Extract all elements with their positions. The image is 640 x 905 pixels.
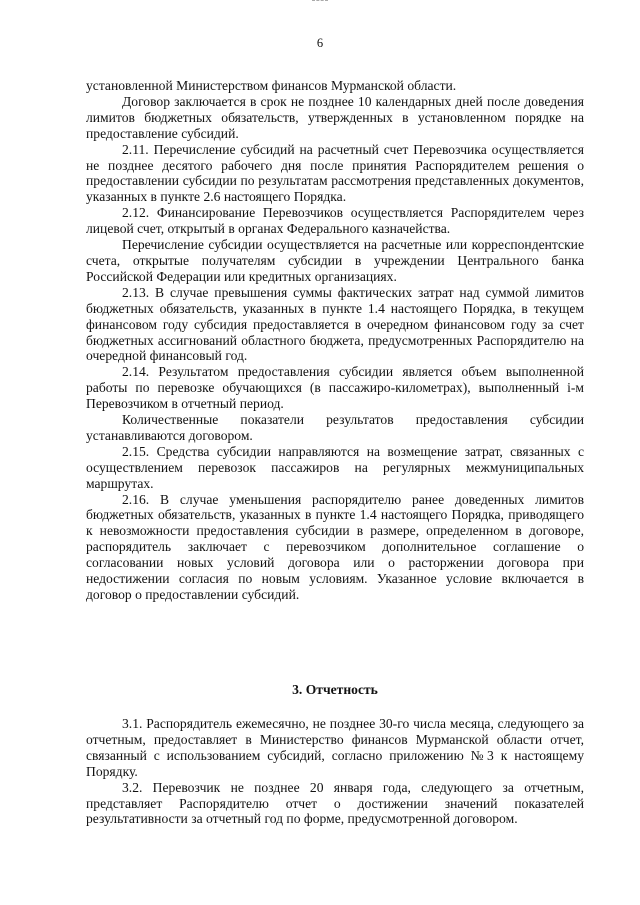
paragraph-3-2: 3.2. Перевозчик не позднее 20 января года, следующего за отчетным, представляет Распорядителю отчет о достижении значений показателей результативности за отчетный год по форме, предусмотренной договором. xyxy=(86,779,584,827)
paragraph-indicators: Количественные показатели результатов предоставления субсидии устанавливаются договором. xyxy=(86,412,584,443)
paragraph-2-16: 2.16. В случае уменьшения распорядителю ранее доведенных лимитов бюджетных обязательств, указанных в пункте 1.4 настоящего Порядка, приводящего к невозможности предоставления субсидии в размере, определенном в договоре, распорядитель заключает с перевозчиком дополнительное соглашение о согласовании новых условий договора или о расторжении договора при недостижении согласия по новым условиям. Указанное условие включается в договор о предоставлении субсидий. xyxy=(86,491,584,602)
section-3-body xyxy=(86,716,584,827)
section-3-heading: 3. Отчетность xyxy=(292,682,378,697)
scan-mark xyxy=(312,0,328,4)
paragraph-transfer: Перечисление субсидии осуществляется на расчетные или корреспондентские счета, открытые получателям субсидии в учреждении Центрального банка Российской Федерации или кредитных организациях. xyxy=(86,237,584,284)
paragraph-continuation: установленной Министерством финансов Мурманской области. xyxy=(86,78,457,93)
paragraph-2-14: 2.14. Результатом предоставления субсидии является объем выполненной работы по перевозке обучающихся (в пассажиро-километрах), выполненный i-м Перевозчиком в отчетный период. xyxy=(86,364,584,412)
paragraph-2-11: 2.11. Перечисление субсидий на расчетный счет Перевозчика осуществляется не позднее десятого рабочего дня после принятия Распорядителем решения о предоставлении субсидии по результатам рассмотрения представленных документов, указанных в пункте 2.6 настоящего Порядка. xyxy=(86,141,584,205)
paragraph-contract-term: Договор заключается в срок не позднее 10 календарных дней после доведения лимитов бюджетных обязательств, утвержденных в установленном порядке на предоставление субсидий. xyxy=(86,93,584,141)
paragraph-2-12: 2.12. Финансирование Перевозчиков осуществляется Распорядителем через лицевой счет, открытый в органах Федерального казначейства. xyxy=(86,205,584,237)
paragraph-2-15: 2.15. Средства субсидии направляются на возмещение затрат, связанных с осуществлением перевозок пассажиров на регулярных межмуниципальных маршрутах. xyxy=(86,443,584,491)
paragraph-3-1: 3.1. Распорядитель ежемесячно, не позднее 30-го числа месяца, следующего за отчетным, предоставляет в Министерство финансов Мурманской области отчет, связанный с использованием субсидий, согласно приложению №3 к настоящему Порядку. xyxy=(86,716,584,779)
paragraph-2-13: 2.13. В случае превышения суммы фактических затрат над суммой лимитов бюджетных обязательств, указанных в пункте 1.4 настоящего Порядка, в текущем финансовом году субсидия предоставляется в очередном финансовом году за счет бюджетных ассигнований областного бюджета, предусмотренных Распорядителю на очередной финансовый год. xyxy=(86,284,584,364)
page-number: 6 xyxy=(316,36,324,50)
section-2-continuation xyxy=(86,78,584,603)
